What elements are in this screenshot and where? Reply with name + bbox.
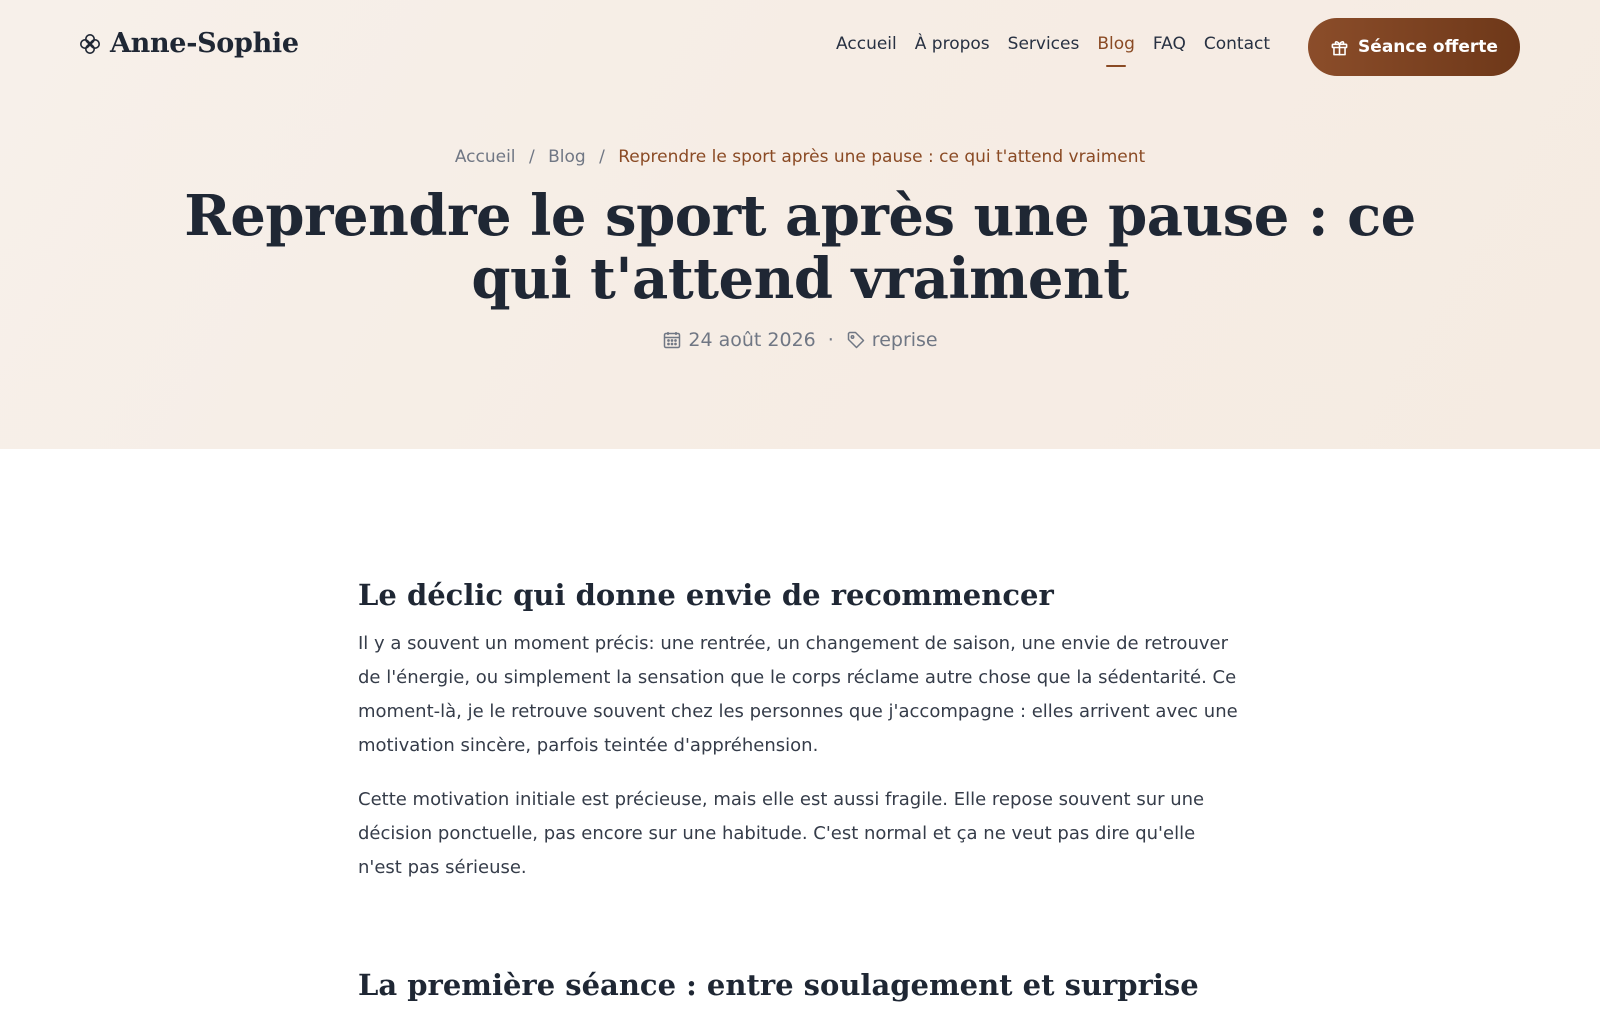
article-meta <box>0 329 1600 351</box>
flower-icon <box>78 32 102 56</box>
breadcrumb-separator: / <box>528 147 535 167</box>
section-heading: La première séance : entre soulagement et surprise <box>358 968 1199 1002</box>
nav-item-contact[interactable]: Contact <box>1203 34 1270 54</box>
brand-logo[interactable] <box>78 28 299 59</box>
brand-name: Anne-Sophie <box>110 28 299 59</box>
section-heading: Le déclic qui donne envie de recommencer <box>358 578 1054 612</box>
breadcrumb-current: Reprendre le sport après une pause : ce qui t'attend vraiment <box>618 147 1146 167</box>
tag-icon <box>846 330 866 350</box>
main-nav <box>836 34 1270 54</box>
nav-item-a-propos[interactable]: À propos <box>914 34 990 54</box>
calendar-icon <box>662 330 682 350</box>
article-paragraph: Il y a souvent un moment précis: une rentrée, un changement de saison, une envie de retrouver de l'énergie, ou simplement la sensation que le corps réclame autre chose que la sédentarité. Ce moment-là, je le retrouve souvent chez les personnes que j'accompagne : elles arrivent avec une motivation sincère, parfois teintée d'appréhension. <box>358 633 1238 756</box>
site-header <box>0 0 1600 94</box>
nav-item-faq[interactable]: FAQ <box>1152 34 1186 54</box>
free-session-label: Séance offerte <box>1358 37 1498 57</box>
article-paragraph: Cette motivation initiale est précieuse, mais elle est aussi fragile. Elle repose souvent sur une décision ponctuelle, pas encore sur une habitude. C'est normal et ça ne veut pas dire qu'elle n'est pas sérieuse. <box>358 789 1205 878</box>
article-tag[interactable]: reprise <box>871 329 938 351</box>
breadcrumb-home[interactable]: Accueil <box>454 147 516 167</box>
breadcrumb <box>0 147 1600 167</box>
page-title: Reprendre le sport après une pause : ce qui t'attend vraiment <box>184 183 1416 312</box>
nav-item-accueil[interactable]: Accueil <box>836 34 897 54</box>
article-date: 24 août 2026 <box>688 329 816 351</box>
free-session-button[interactable] <box>1308 18 1520 76</box>
breadcrumb-separator: / <box>599 147 605 167</box>
nav-item-services[interactable]: Services <box>1007 34 1080 54</box>
nav-item-blog[interactable]: Blog <box>1097 34 1135 54</box>
gift-icon <box>1330 38 1349 57</box>
breadcrumb-blog[interactable]: Blog <box>548 147 586 167</box>
article-content <box>358 575 1238 1017</box>
hero-section <box>0 0 1600 449</box>
meta-separator: · <box>827 329 834 351</box>
